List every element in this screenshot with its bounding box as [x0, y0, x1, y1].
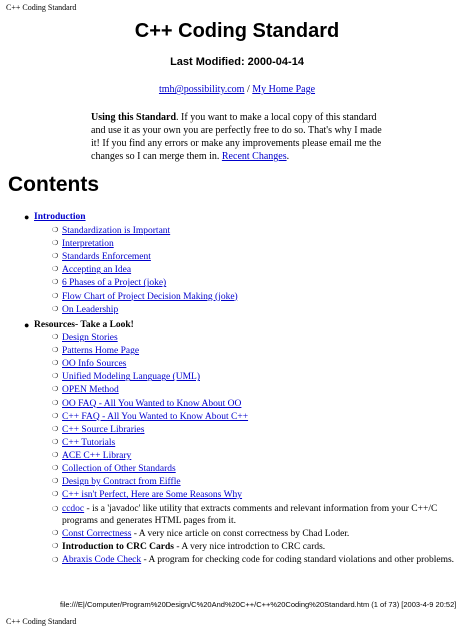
- circle-bullet-icon: ❍: [52, 398, 59, 407]
- toc-item: [52, 304, 119, 315]
- page-title: C++ Coding Standard: [134, 20, 340, 42]
- circle-bullet-icon: ❍: [52, 372, 59, 381]
- page-footer: C++ Coding Standard: [6, 617, 77, 626]
- recent-changes-link[interactable]: Recent Changes: [221, 151, 287, 162]
- toc-item: [52, 333, 118, 343]
- circle-bullet-icon: ❍: [52, 333, 59, 341]
- toc-item: [52, 372, 200, 383]
- abraxis-link[interactable]: Abraxis Code Check: [62, 555, 142, 565]
- toc-link[interactable]: Interpretation: [62, 239, 114, 250]
- toc-link[interactable]: Standards Enforcement: [62, 252, 151, 263]
- toc-item: [52, 398, 242, 409]
- intro-bold: Using this Standard: [91, 112, 177, 123]
- toc-resources: [24, 320, 134, 330]
- page-header: C++ Coding Standard: [6, 3, 77, 12]
- contact-line: [0, 84, 474, 95]
- circle-bullet-icon: ❍: [52, 450, 59, 459]
- const-correctness-link[interactable]: Const Correctness: [62, 529, 132, 539]
- toc-item: [52, 450, 132, 461]
- intro-paragraph: [91, 111, 391, 163]
- bullet-icon: ●: [24, 320, 30, 330]
- toc-ccdoc: [52, 503, 462, 527]
- last-modified: Last Modified: 2000-04-14: [170, 56, 304, 68]
- circle-bullet-icon: ❍: [52, 529, 59, 537]
- toc-link[interactable]: Design by Contract from Eiffle: [62, 477, 181, 488]
- circle-bullet-icon: ❍: [52, 385, 59, 394]
- toc-item: [52, 291, 238, 302]
- intro-text: . If you want to make a local copy of this standard and use it as your own you are perfectly free to do so. That's why I made it! If you find any errors or make any improvements please email me the changes so I can merge them in.: [91, 112, 382, 162]
- circle-bullet-icon: ❍: [52, 226, 59, 234]
- toc-link[interactable]: Standardization is Important: [62, 226, 171, 236]
- toc-item: [52, 490, 243, 501]
- toc-link[interactable]: OO FAQ - All You Wanted to Know About OO: [62, 398, 242, 409]
- toc-link[interactable]: 6 Phases of a Project (joke): [62, 278, 167, 289]
- toc-crc: [52, 542, 326, 552]
- circle-bullet-icon: ❍: [52, 505, 59, 513]
- circle-bullet-icon: ❍: [52, 424, 59, 433]
- circle-bullet-icon: ❍: [52, 359, 59, 368]
- home-page-link[interactable]: My Home Page: [252, 84, 316, 95]
- crc-title: Introduction to CRC Cards: [62, 542, 174, 552]
- toc-link[interactable]: OO Info Sources: [62, 359, 127, 370]
- ccdoc-text: - is a 'javadoc' like utility that extracts comments and relevant information from your C++/C programs and generates HTML pages from it.: [62, 504, 438, 526]
- toc-item: [52, 346, 140, 357]
- circle-bullet-icon: ❍: [52, 464, 59, 472]
- toc-item: [52, 424, 145, 435]
- toc-link[interactable]: C++ FAQ - All You Wanted to Know About C++: [62, 411, 249, 422]
- toc-const: [52, 529, 350, 539]
- circle-bullet-icon: ❍: [52, 239, 59, 248]
- toc-item: [52, 252, 151, 263]
- circle-bullet-icon: ❍: [52, 477, 59, 486]
- email-link[interactable]: tmh@possibility.com: [158, 84, 245, 95]
- toc-link[interactable]: Patterns Home Page: [62, 346, 140, 357]
- resources-heading: Resources- Take a Look!: [34, 320, 134, 330]
- circle-bullet-icon: ❍: [52, 265, 59, 274]
- toc-item: [52, 359, 127, 370]
- toc-link[interactable]: Unified Modeling Language (UML): [62, 372, 200, 383]
- toc-item: [52, 437, 116, 448]
- toc-item: [52, 278, 167, 289]
- circle-bullet-icon: ❍: [52, 346, 59, 355]
- toc-item: [52, 226, 171, 236]
- circle-bullet-icon: ❍: [52, 556, 59, 564]
- toc-abraxis: [52, 554, 462, 566]
- footer-url: file:///E|/Computer/Program%20Design/C%20And%20C++/C++%20Coding%20Standard.htm (1 of 73) [2003-4-9 20:52]: [60, 600, 457, 609]
- toc-item: [52, 477, 181, 488]
- toc-item: [52, 385, 119, 396]
- toc-item: [52, 265, 132, 276]
- circle-bullet-icon: ❍: [52, 304, 59, 313]
- ccdoc-link[interactable]: ccdoc: [62, 504, 85, 514]
- toc-link[interactable]: C++ Source Libraries: [62, 424, 145, 435]
- circle-bullet-icon: ❍: [52, 437, 59, 446]
- circle-bullet-icon: ❍: [52, 490, 59, 499]
- toc-item: [52, 239, 114, 250]
- intro-end: .: [286, 151, 290, 162]
- toc-introduction: [24, 212, 86, 222]
- toc-link[interactable]: Collection of Other Standards: [62, 464, 176, 474]
- crc-text: - A very nice introdction to CRC cards.: [174, 542, 326, 552]
- contents-heading: Contents: [8, 173, 99, 196]
- toc-link[interactable]: OPEN Method: [62, 385, 119, 396]
- toc-link[interactable]: C++ Tutorials: [62, 437, 116, 448]
- toc-link[interactable]: Flow Chart of Project Decision Making (joke): [62, 291, 238, 302]
- circle-bullet-icon: ❍: [52, 542, 59, 550]
- toc-link[interactable]: ACE C++ Library: [62, 450, 132, 461]
- toc-link[interactable]: Accepting an Idea: [62, 265, 132, 276]
- abraxis-text: - A program for checking code for coding standard violations and other problems.: [141, 555, 455, 565]
- circle-bullet-icon: ❍: [52, 291, 59, 300]
- introduction-link[interactable]: Introduction: [34, 212, 86, 222]
- toc-link[interactable]: On Leadership: [62, 304, 119, 315]
- toc-item: [52, 411, 249, 422]
- circle-bullet-icon: ❍: [52, 278, 59, 287]
- contact-separator: /: [244, 84, 253, 95]
- circle-bullet-icon: ❍: [52, 411, 59, 420]
- circle-bullet-icon: ❍: [52, 252, 59, 261]
- toc-link[interactable]: C++ isn't Perfect, Here are Some Reasons Why: [62, 490, 243, 501]
- toc-link[interactable]: Design Stories: [62, 333, 118, 343]
- const-text: - A very nice article on const correctness by Chad Loder.: [131, 529, 350, 539]
- bullet-icon: ●: [24, 212, 30, 222]
- toc-item: [52, 464, 176, 474]
